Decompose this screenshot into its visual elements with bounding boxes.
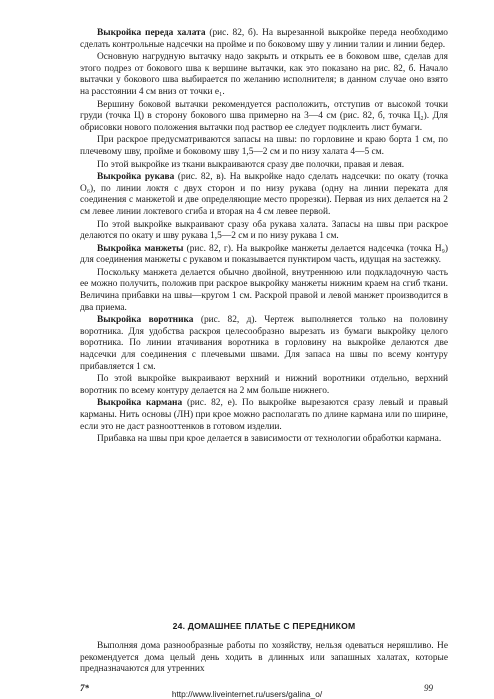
paragraph: [80, 398, 448, 433]
paragraph: [80, 244, 448, 267]
paragraph-lead: Выкройка переда халата: [97, 28, 206, 38]
paragraph-lead: Выкройка воротника: [97, 315, 194, 326]
paragraph-lead: Выкройка рукава: [97, 172, 175, 183]
paragraph: [80, 315, 448, 373]
paragraph-text: (рис. 82, б). На вырезанной выкройке переда необходимо сделать контрольные надсечки на пройме и по боковому шву у линии талии и линии бедер.: [80, 28, 448, 50]
section-heading: 24. ДОМАШНЕЕ ПЛАТЬЕ С ПЕРЕДНИКОМ: [172, 621, 356, 631]
paragraph-text: (рис. 82, е). По выкройке вырезаются сразу левый и правый карманы. Нить основы (ЛН) при крое можно располагать по длине кармана или по ширине, если это не даст разнооттенков в готовом изделии.: [80, 398, 448, 432]
paragraph: [80, 100, 448, 135]
paragraph-lead: Выкройка манжеты: [97, 243, 184, 254]
paragraph: [80, 160, 448, 172]
paragraph: [80, 28, 448, 51]
paragraph-lead: Выкройка кармана: [97, 398, 183, 409]
paragraph: [80, 374, 448, 397]
paragraph-text: По этой выкройке выкраивают сразу оба рукава халата. Запасы на швы при раскрое делаются по окату и шву рукава 1,5—2 см и по низу рукава 1 см.: [80, 219, 448, 242]
paragraph: [80, 220, 448, 243]
paragraph-text: Поскольку манжета делается обычно двойной, внутреннюю или подкладочную часть ее можно получить, положив при раскрое выкройку манжеты нижним краем на сгиб ткани. Величина прибавки на швы—кругом 1 см. Раскрой правой и левой манжет производится в два приема.: [80, 267, 448, 313]
paragraph-text: При раскрое предусматриваются запасы на швы: по горловине и краю борта 1 см, по плечевому шву, пройме и боковому шву 1,5—2 см и по низу халата 4—5 см.: [80, 135, 448, 157]
text-column: [80, 28, 448, 446]
paragraph-text: По этой выкройке из ткани выкраиваются сразу две полочки, правая и левая.: [97, 159, 405, 170]
paragraph-text: (рис. 82, в). На выкройке надо сделать надсечки: по окату (точка О₆), по линии локтя с двух сторон и по низу рукава (одну на линии переката для соединения с манжетой и две определяющие место прорезки). Первая из них делается на 2 см левее линии локтевого сгиба и вторая на 4 см левее первой.: [80, 172, 448, 217]
paragraph: [80, 172, 448, 218]
page-number: 99: [424, 683, 433, 693]
tail-text: [80, 641, 448, 676]
paragraph: [80, 135, 448, 158]
paragraph: [80, 434, 448, 446]
paragraph-text: Прибавка на швы при крое делается в зависимости от технологии обработки кармана.: [97, 434, 442, 445]
paragraph-text: По этой выкройке выкраивают верхний и нижний воротники отдельно, верхний воротник по всему контуру делается на 2 мм больше нижнего.: [80, 374, 448, 396]
watermark-url: http://www.liveinternet.ru/users/galina_o/: [171, 689, 323, 699]
paragraph-text: (рис. 82, д). Чертеж выполняется только на половину воротника. Для удобства раскроя целесообразно вырезать из бумаги выкройку целого воротника. По линии втачивания воротника в горловину на выкройке делаются две надсечки для соединения с плечевыми швами. Для запаса на швы по всему контуру прибавляется 1 см.: [80, 315, 449, 372]
paragraph-text: Основную нагрудную вытачку надо закрыть и открыть ее в боковом шве, сделав для этого подрез от бокового шва к вершине вытачки, как это показано на рис. 82, б. Начало вытачки у бокового шва выбирается по желанию исполнителя; в данном случае оно взято на расстоянии 4 см вниз от точки е₁.: [80, 52, 448, 97]
paragraph: [80, 52, 448, 98]
paragraph-text: Вершину боковой вытачки рекомендуется расположить, отступив от высокой точки груди (точка Ц) в сторону бокового шва примерно на 3—4 см (рис. 82, б, точка Ц₂). Для обрисовки нового положения вытачки под раствор ее следует подклеить лист бумаги.: [80, 99, 448, 133]
paragraph: [80, 268, 448, 314]
paragraph-text: (рис. 82, г). На выкройке манжеты делается надсечка (точка Н₉) для соединения манжеты с рукавом и показывается пунктиром часть, идущая на застежку.: [80, 243, 448, 266]
signature-mark: 7*: [80, 683, 89, 693]
paragraph: Выполняя дома разнообразные работы по хозяйству, нельзя одеваться неряшливо. Не рекомендуется дома целый день ходить в длинных или запашных халатах, которые предназначаются для утренних: [80, 641, 448, 675]
